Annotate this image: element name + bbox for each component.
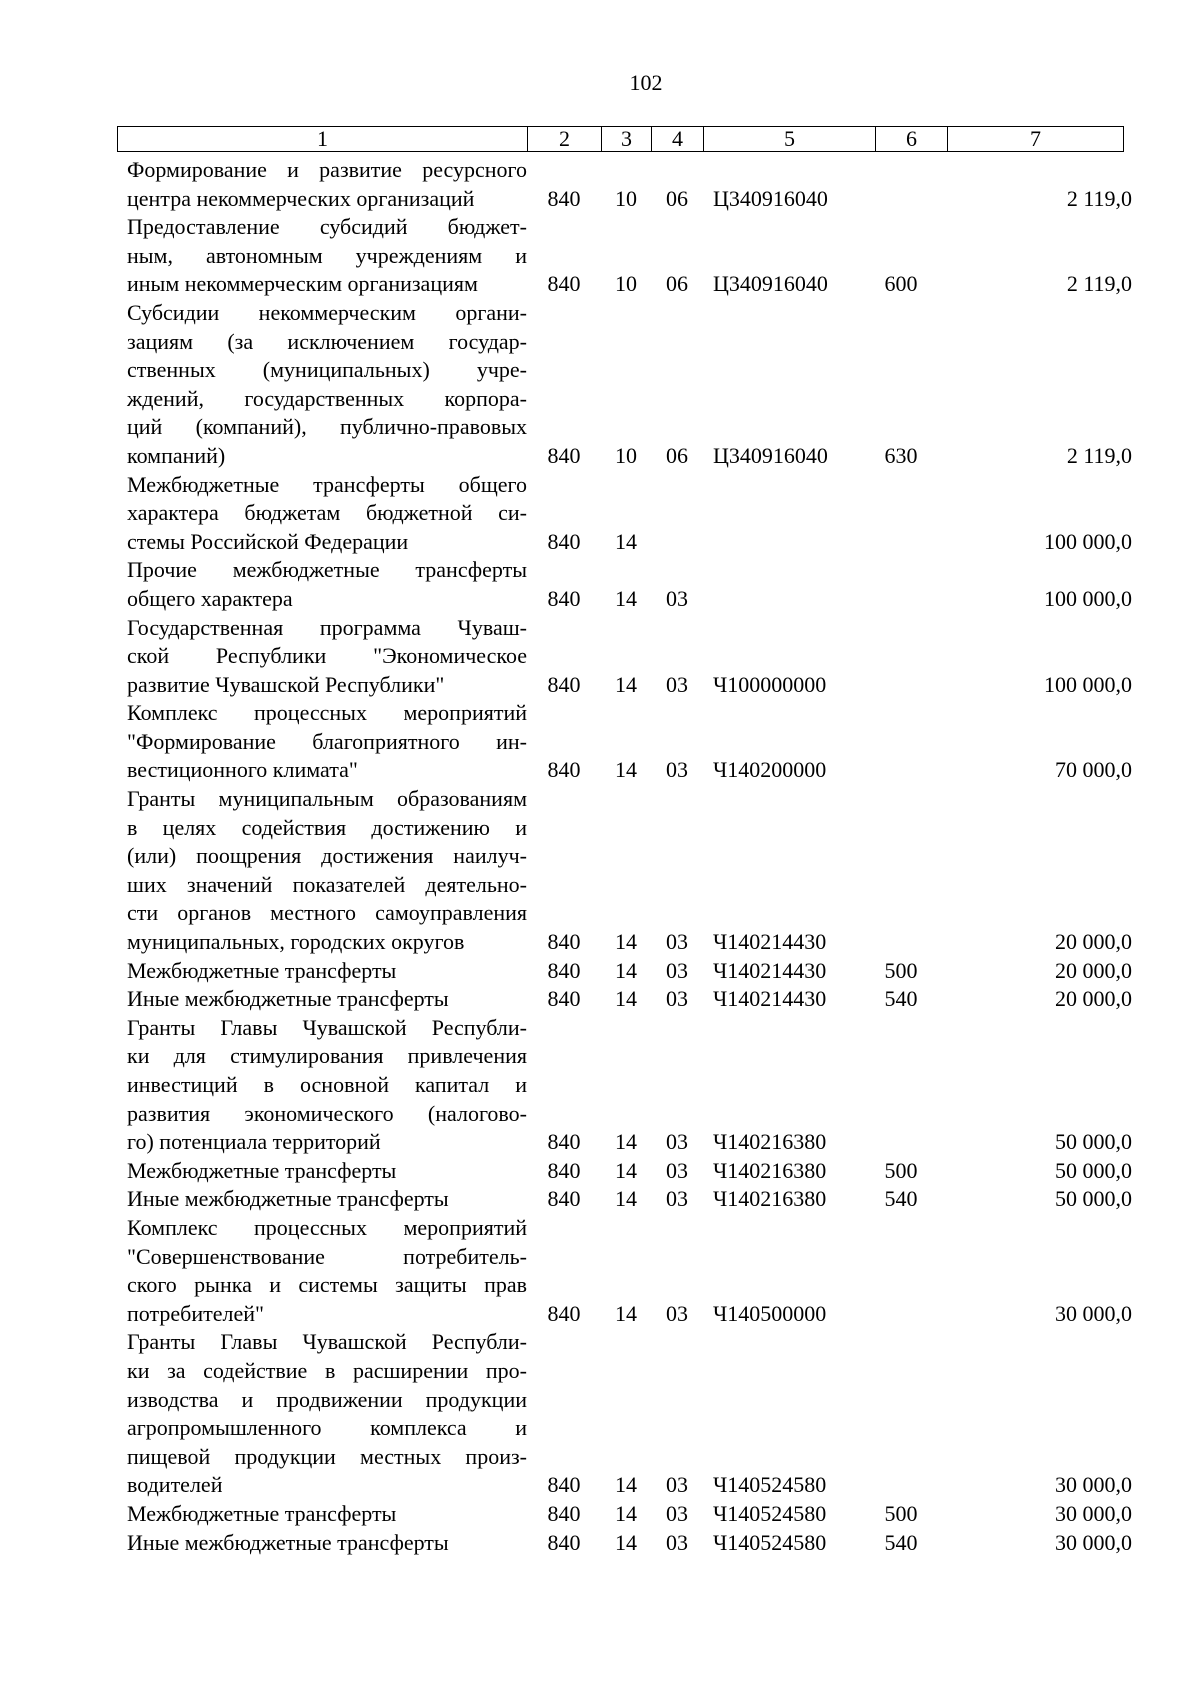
amount: 30 000,0: [1055, 1300, 1132, 1326]
subsection-code: 03: [666, 757, 688, 783]
subsection-code: 03: [666, 1129, 688, 1155]
column-header-7: 7: [948, 127, 1124, 152]
page-number: 102: [629, 70, 663, 95]
row-name-line: Межбюджетные трансферты: [127, 957, 397, 983]
target-article-code: Ч100000000: [713, 671, 827, 697]
row-name-line: в целях содействия достижению и: [127, 814, 527, 840]
table-row: [127, 213, 1132, 299]
amount: 50 000,0: [1055, 1157, 1132, 1183]
row-name-line: Иные межбюджетные трансферты: [127, 986, 449, 1012]
section-code: 14: [615, 528, 637, 554]
table-row: [127, 699, 1132, 785]
section-code: 14: [615, 1500, 637, 1526]
table-row: [127, 299, 1132, 471]
subsection-code: 06: [666, 185, 688, 211]
subsection-code: 03: [666, 1472, 688, 1498]
amount: 100 000,0: [1044, 671, 1132, 697]
row-name-line: Предоставление субсидий бюджет-: [127, 214, 527, 240]
expense-type-code: 540: [884, 986, 918, 1012]
row-name: [127, 785, 527, 957]
target-article-code: Ч140200000: [713, 757, 827, 783]
row-name-line: ской Республики "Экономическое: [127, 643, 527, 669]
ministry-code: 840: [547, 1129, 581, 1155]
subsection-code: 03: [666, 1529, 688, 1555]
ministry-code: 840: [547, 757, 581, 783]
expense-type-code: 630: [884, 442, 918, 468]
row-name-line: характера бюджетам бюджетной си-: [127, 500, 527, 526]
row-name-line: Комплекс процессных мероприятий: [127, 1214, 527, 1240]
row-name-line: Комплекс процессных мероприятий: [127, 700, 527, 726]
amount: 30 000,0: [1055, 1529, 1132, 1555]
subsection-code: 03: [666, 1500, 688, 1526]
row-name-line: ки за содействие в расширении про-: [127, 1357, 527, 1383]
row-name: [127, 299, 527, 471]
target-article-code: Ч140524580: [713, 1500, 827, 1526]
ministry-code: 840: [547, 957, 581, 983]
ministry-code: 840: [547, 1300, 581, 1326]
row-name-line: стемы Российской Федерации: [127, 528, 409, 554]
ministry-code: 840: [547, 185, 581, 211]
row-name-line: вестиционного климата": [127, 757, 358, 783]
row-name-line: Государственная программа Чуваш-: [127, 614, 527, 640]
subsection-code: 03: [666, 1157, 688, 1183]
row-name-line: Формирование и развитие ресурсного: [127, 157, 527, 182]
target-article-code: Ц340916040: [713, 271, 828, 297]
column-header-5: 5: [704, 127, 876, 152]
section-code: 10: [615, 442, 637, 468]
row-name-line: водителей: [127, 1472, 223, 1498]
expense-type-code: 600: [884, 271, 918, 297]
section-code: 14: [615, 585, 637, 611]
row-name-line: зациям (за исключением государ-: [127, 328, 527, 354]
section-code: 14: [615, 1186, 637, 1212]
target-article-code: Ч140216380: [713, 1129, 827, 1155]
row-name-line: Межбюджетные трансферты: [127, 1157, 397, 1183]
row-name-line: сти органов местного самоуправления: [127, 900, 527, 926]
amount: 20 000,0: [1055, 957, 1132, 983]
row-name: [127, 1214, 527, 1328]
section-code: 14: [615, 1472, 637, 1498]
section-code: 14: [615, 929, 637, 955]
row-name-line: компаний): [127, 442, 226, 468]
subsection-code: 06: [666, 271, 688, 297]
section-code: 10: [615, 185, 637, 211]
table-row: [127, 957, 1132, 986]
subsection-code: 03: [666, 929, 688, 955]
row-name-line: пищевой продукции местных произ-: [127, 1443, 527, 1469]
row-name: [127, 699, 527, 785]
row-name-line: агропромышленного комплекса и: [127, 1415, 527, 1441]
subsection-code: 03: [666, 671, 688, 697]
table-row: [127, 1185, 1132, 1214]
row-name-line: Иные межбюджетные трансферты: [127, 1529, 449, 1555]
amount: 30 000,0: [1055, 1472, 1132, 1498]
ministry-code: 840: [547, 1157, 581, 1183]
subsection-code: 03: [666, 585, 688, 611]
row-name-line: Гранты Главы Чувашской Республи-: [127, 1014, 527, 1040]
row-name-line: ственных (муниципальных) учре-: [127, 357, 527, 383]
row-name-line: го) потенциала территорий: [127, 1129, 381, 1155]
row-name-line: развития экономического (налогово-: [127, 1100, 527, 1126]
ministry-code: 840: [547, 986, 581, 1012]
row-name: [127, 471, 527, 557]
amount: 70 000,0: [1055, 757, 1132, 783]
target-article-code: Ч140214430: [713, 957, 827, 983]
expense-type-code: 540: [884, 1529, 918, 1555]
row-name-line: "Формирование благоприятного ин-: [127, 728, 527, 754]
row-name: [127, 1500, 527, 1529]
row-name: [127, 1014, 527, 1157]
subsection-code: 03: [666, 1300, 688, 1326]
table-row: [127, 1529, 1132, 1558]
row-name-line: ным, автономным учреждениям и: [127, 242, 527, 268]
amount: 50 000,0: [1055, 1186, 1132, 1212]
target-article-code: Ч140214430: [713, 929, 827, 955]
table-row: [127, 614, 1132, 700]
row-name: [127, 1157, 527, 1186]
row-name-line: инвестиций в основной капитал и: [127, 1072, 527, 1097]
column-number-header: [117, 126, 1124, 152]
budget-table-body: [127, 156, 1132, 1557]
row-name: [127, 1529, 527, 1558]
amount: 50 000,0: [1055, 1129, 1132, 1155]
row-name: [127, 614, 527, 700]
row-name: [127, 1328, 527, 1500]
ministry-code: 840: [547, 1529, 581, 1555]
row-name-line: Межбюджетные трансферты: [127, 1500, 397, 1526]
table-row: [127, 1500, 1132, 1529]
row-name-line: "Совершенствование потребитель-: [127, 1243, 527, 1269]
table-row: [127, 556, 1132, 613]
table-row: [127, 1157, 1132, 1186]
amount: 2 119,0: [1066, 442, 1132, 468]
row-name-line: Прочие межбюджетные трансферты: [127, 557, 527, 583]
row-name: [127, 156, 527, 213]
row-name-line: Субсидии некоммерческим органи-: [127, 299, 527, 325]
row-name-line: ского рынка и системы защиты прав: [127, 1272, 527, 1298]
table-row: [127, 785, 1132, 957]
table-row: [127, 471, 1132, 557]
table-row: [127, 1014, 1132, 1157]
row-name: [127, 1185, 527, 1214]
amount: 30 000,0: [1055, 1500, 1132, 1526]
row-name-line: иным некоммерческим организациям: [127, 271, 478, 297]
row-name-line: развитие Чувашской Республики": [127, 671, 445, 697]
column-header-3: 3: [602, 127, 652, 152]
ministry-code: 840: [547, 442, 581, 468]
row-name: [127, 213, 527, 299]
row-name-line: Гранты Главы Чувашской Республи-: [127, 1329, 527, 1355]
amount: 2 119,0: [1066, 185, 1132, 211]
table-row: [127, 985, 1132, 1014]
ministry-code: 840: [547, 585, 581, 611]
target-article-code: Ч140214430: [713, 986, 827, 1012]
expense-type-code: 540: [884, 1186, 918, 1212]
section-code: 14: [615, 1300, 637, 1326]
row-name-line: (или) поощрения достижения наилуч-: [127, 843, 527, 869]
ministry-code: 840: [547, 929, 581, 955]
expense-type-code: 500: [884, 1500, 918, 1526]
target-article-code: Ч140524580: [713, 1472, 827, 1498]
amount: 100 000,0: [1044, 585, 1132, 611]
row-name-line: Иные межбюджетные трансферты: [127, 1186, 449, 1212]
table-row: [127, 1328, 1132, 1500]
section-code: 10: [615, 271, 637, 297]
row-name-line: потребителей": [127, 1300, 264, 1326]
section-code: 14: [615, 757, 637, 783]
row-name: [127, 556, 527, 613]
ministry-code: 840: [547, 1186, 581, 1212]
row-name-line: общего характера: [127, 585, 293, 611]
ministry-code: 840: [547, 528, 581, 554]
column-header-4: 4: [652, 127, 704, 152]
subsection-code: 06: [666, 442, 688, 468]
ministry-code: 840: [547, 1500, 581, 1526]
row-name-line: ших значений показателей деятельно-: [127, 871, 527, 897]
amount: 100 000,0: [1044, 528, 1132, 554]
row-name-line: муниципальных, городских округов: [127, 929, 465, 955]
column-header-6: 6: [876, 127, 948, 152]
target-article-code: Ч140216380: [713, 1186, 827, 1212]
row-name: [127, 985, 527, 1014]
subsection-code: 03: [666, 1186, 688, 1212]
subsection-code: 03: [666, 986, 688, 1012]
row-name-line: изводства и продвижении продукции: [127, 1386, 527, 1412]
row-name-line: центра некоммерческих организаций: [127, 185, 475, 211]
target-article-code: Ч140524580: [713, 1529, 827, 1555]
row-name-line: ций (компаний), публично-правовых: [127, 414, 527, 440]
amount: 2 119,0: [1066, 271, 1132, 297]
row-name-line: Межбюджетные трансферты общего: [127, 471, 527, 497]
amount: 20 000,0: [1055, 986, 1132, 1012]
amount: 20 000,0: [1055, 929, 1132, 955]
row-name-line: Гранты муниципальным образованиям: [127, 786, 527, 812]
ministry-code: 840: [547, 1472, 581, 1498]
column-header-1: 1: [118, 127, 528, 152]
row-name-line: ки для стимулирования привлечения: [127, 1043, 527, 1069]
target-article-code: Ч140216380: [713, 1157, 827, 1183]
section-code: 14: [615, 671, 637, 697]
ministry-code: 840: [547, 671, 581, 697]
section-code: 14: [615, 1157, 637, 1183]
row-name-line: ждений, государственных корпора-: [127, 385, 527, 411]
target-article-code: Ч140500000: [713, 1300, 827, 1326]
expense-type-code: 500: [884, 957, 918, 983]
subsection-code: 03: [666, 957, 688, 983]
section-code: 14: [615, 1129, 637, 1155]
section-code: 14: [615, 957, 637, 983]
row-name: [127, 957, 527, 986]
ministry-code: 840: [547, 271, 581, 297]
table-row: [127, 156, 1132, 213]
column-header-2: 2: [528, 127, 602, 152]
target-article-code: Ц340916040: [713, 442, 828, 468]
table-row: [127, 1214, 1132, 1328]
section-code: 14: [615, 1529, 637, 1555]
target-article-code: Ц340916040: [713, 185, 828, 211]
section-code: 14: [615, 986, 637, 1012]
expense-type-code: 500: [884, 1157, 918, 1183]
